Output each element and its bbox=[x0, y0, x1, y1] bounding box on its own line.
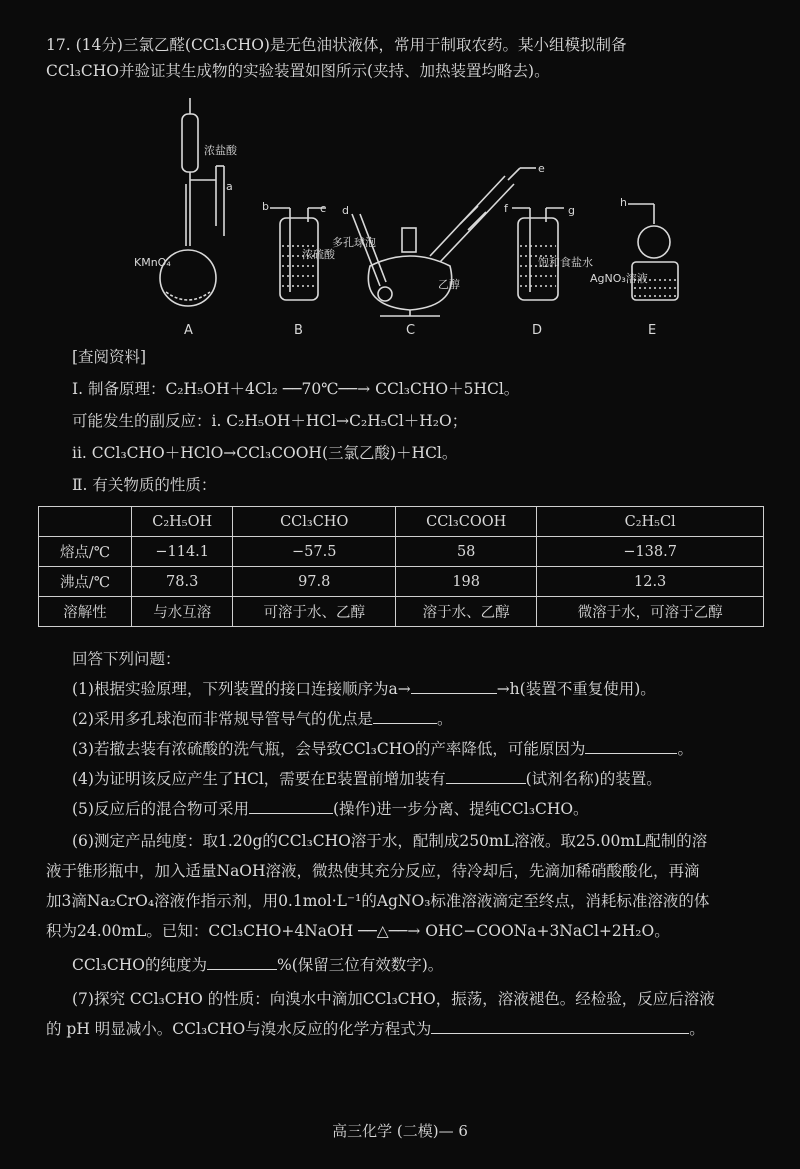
question-6-purity-tail: %(保留三位有效数字)。 bbox=[276, 956, 444, 974]
question-3-tail: 。 bbox=[677, 740, 693, 758]
table-cell: −138.7 bbox=[537, 537, 764, 567]
label-porous-bulb: 多孔球泡 bbox=[332, 236, 376, 249]
table-row bbox=[39, 597, 764, 627]
question-3-text: (3)若撤去装有浓硫酸的洗气瓶，会导致CCl₃CHO的产率降低，可能原因为 bbox=[72, 740, 586, 758]
caption-c: C bbox=[406, 323, 416, 338]
table-cell: 78.3 bbox=[132, 567, 233, 597]
question-5-text: (5)反应后的混合物可采用 bbox=[72, 800, 249, 818]
table-cell: 97.8 bbox=[233, 567, 396, 597]
answer-blank-3[interactable] bbox=[585, 739, 677, 754]
apparatus-a bbox=[160, 98, 224, 306]
table-header-row bbox=[39, 507, 764, 537]
info-heading: [查阅资料] bbox=[72, 348, 147, 366]
label-conc-hcl: 浓盐酸 bbox=[204, 144, 237, 157]
label-c: c bbox=[320, 202, 327, 215]
question-intro-line2: CCl₃CHO并验证其生成物的实验装置如图所示(夹持、加热装置均略去)。 bbox=[46, 62, 550, 80]
page-footer: 高三化学 (二模)— 6 bbox=[332, 1122, 468, 1140]
question-6-line1: (6)测定产品纯度：取1.20g的CCl₃CHO溶于水，配制成250mL溶液。取25.00mL配制的溶 bbox=[72, 832, 708, 850]
answer-blank-1[interactable] bbox=[411, 679, 497, 694]
table-cell: 可溶于水、乙醇 bbox=[233, 597, 396, 627]
table-header-cell: C₂H₅OH bbox=[132, 507, 233, 537]
question-7-tail: 。 bbox=[689, 1020, 705, 1038]
info-props-heading: Ⅱ. 有关物质的性质： bbox=[72, 476, 217, 494]
question-6-line4: 积为24.00mL。已知：CCl₃CHO+4NaOH ──△──→ OHC−COONa+3NaCl+2H₂O。 bbox=[46, 922, 670, 940]
caption-a: A bbox=[184, 323, 193, 338]
question-6-line5 bbox=[72, 954, 760, 976]
table-cell: 微溶于水，可溶于乙醇 bbox=[537, 597, 764, 627]
question-5-tail: (操作)进一步分离、提纯CCl₃CHO。 bbox=[332, 800, 589, 818]
question-4-tail: (试剂名称)的装置。 bbox=[525, 770, 662, 788]
label-b: b bbox=[262, 200, 269, 213]
question-1-text: (1)根据实验原理，下列装置的接口连接顺序为a→ bbox=[72, 680, 411, 698]
label-conc-h2so4: 浓硫酸 bbox=[302, 248, 335, 261]
table-cell: 12.3 bbox=[537, 567, 764, 597]
apparatus-c bbox=[352, 168, 536, 316]
question-5 bbox=[72, 798, 760, 820]
table-cell: 58 bbox=[396, 537, 537, 567]
question-1 bbox=[72, 678, 760, 700]
question-6-line3: 加3滴Na₂CrO₄溶液作指示剂，用0.1mol·L⁻¹的AgNO₃标准溶液滴定至终点，消耗标准溶液的体 bbox=[46, 892, 710, 910]
label-sat-nacl: 饱和食盐水 bbox=[538, 256, 593, 269]
answer-blank-6[interactable] bbox=[207, 955, 277, 970]
question-1-tail: →h(装置不重复使用)。 bbox=[496, 680, 656, 698]
apparatus-d bbox=[512, 208, 564, 300]
table-header-cell: CCl₃CHO bbox=[233, 507, 396, 537]
question-4 bbox=[72, 768, 760, 790]
table-cell: −57.5 bbox=[233, 537, 396, 567]
table-cell: −114.1 bbox=[132, 537, 233, 567]
label-f: f bbox=[504, 202, 508, 215]
label-h: h bbox=[620, 196, 627, 209]
answers-intro: 回答下列问题： bbox=[72, 650, 181, 668]
answer-blank-2[interactable] bbox=[373, 709, 437, 724]
question-6-purity-text: CCl₃CHO的纯度为 bbox=[72, 956, 207, 974]
table-cell: 198 bbox=[396, 567, 537, 597]
question-2-text: (2)采用多孔球泡而非常规导管导气的优点是 bbox=[72, 710, 373, 728]
table-row bbox=[39, 537, 764, 567]
caption-e: E bbox=[648, 323, 657, 338]
question-7-line2 bbox=[46, 1018, 760, 1040]
info-side-reaction-i: 可能发生的副反应：ⅰ. C₂H₅OH＋HCl→C₂H₅Cl＋H₂O； bbox=[72, 412, 468, 430]
label-kmno4: KMnO₄ bbox=[134, 256, 171, 269]
table-cell: 溶于水、乙醇 bbox=[396, 597, 537, 627]
question-2 bbox=[72, 708, 760, 730]
table-header-cell bbox=[39, 507, 132, 537]
question-3 bbox=[72, 738, 760, 760]
answer-blank-4[interactable] bbox=[446, 769, 526, 784]
table-row bbox=[39, 567, 764, 597]
caption-d: D bbox=[532, 323, 543, 338]
table-cell: 溶解性 bbox=[39, 597, 132, 627]
table-cell: 沸点/℃ bbox=[39, 567, 132, 597]
answer-blank-7[interactable] bbox=[431, 1019, 689, 1034]
label-g: g bbox=[568, 204, 575, 217]
label-e: e bbox=[538, 162, 545, 175]
label-ethanol: 乙醇 bbox=[438, 278, 460, 291]
table-cell: 熔点/℃ bbox=[39, 537, 132, 567]
info-side-reaction-ii: ⅱ. CCl₃CHO＋HClO→CCl₃COOH(三氯乙酸)＋HCl。 bbox=[72, 444, 458, 462]
question-6-line2: 液于锥形瓶中，加入适量NaOH溶液，微热使其充分反应，待冷却后，先滴加稀硝酸酸化，再滴 bbox=[46, 862, 700, 880]
question-7-line1: (7)探究 CCl₃CHO 的性质：向溴水中滴加CCl₃CHO，振荡，溶液褪色。经检验，反应后溶液 bbox=[72, 990, 715, 1008]
apparatus-diagram bbox=[120, 96, 720, 346]
question-7-text: 的 pH 明显减小。CCl₃CHO与溴水反应的化学方程式为 bbox=[46, 1020, 432, 1038]
table-header-cell: CCl₃COOH bbox=[396, 507, 537, 537]
label-a: a bbox=[226, 180, 233, 193]
apparatus-e bbox=[628, 204, 678, 300]
info-principle: Ⅰ. 制备原理：C₂H₅OH＋4Cl₂ ──70℃──→ CCl₃CHO＋5HCl。 bbox=[72, 380, 520, 398]
answer-blank-5[interactable] bbox=[249, 799, 333, 814]
caption-b: B bbox=[294, 323, 303, 338]
properties-table bbox=[38, 506, 764, 627]
question-2-tail: 。 bbox=[436, 710, 453, 728]
table-cell: 与水互溶 bbox=[132, 597, 233, 627]
label-agno3: AgNO₃溶液 bbox=[590, 272, 648, 285]
table-header-cell: C₂H₅Cl bbox=[537, 507, 764, 537]
question-4-text: (4)为证明该反应产生了HCl，需要在E装置前增加装有 bbox=[72, 770, 446, 788]
question-intro-line1: 17. (14分)三氯乙醛(CCl₃CHO)是无色油状液体，常用于制取农药。某小组模拟制备 bbox=[46, 36, 627, 54]
label-d: d bbox=[342, 204, 349, 217]
